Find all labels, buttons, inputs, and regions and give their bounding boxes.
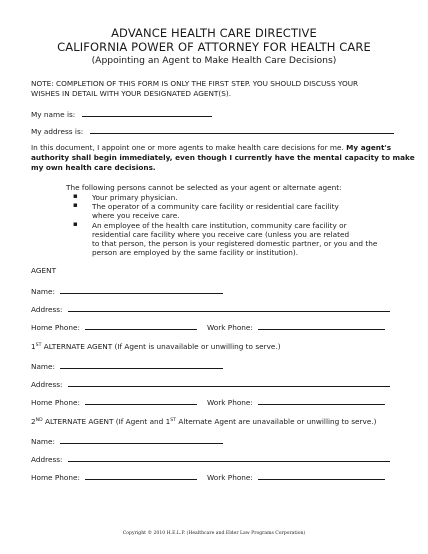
form-title-line1: ADVANCE HEALTH CARE DIRECTIVE	[111, 26, 317, 40]
restriction-item-3-line3: to that person, the person is your registered domestic partner, or you and the	[92, 239, 378, 248]
alternate2-address-field[interactable]	[68, 454, 390, 462]
my-name-row	[31, 109, 212, 120]
appointment-line2: authority shall begin immediately, even though I currently have the mental capacity to make	[31, 153, 415, 162]
alternate1-work-phone-label: Work Phone:	[207, 398, 253, 407]
alternate1-home-phone-row	[31, 397, 197, 408]
alternate1-sup: ST	[35, 343, 42, 348]
appointment-text: In this document, I appoint one or more agents to make health care decisions for me.	[31, 143, 344, 152]
alternate2-name-label: Name:	[31, 437, 55, 446]
alternate2-work-phone-label: Work Phone:	[207, 473, 253, 482]
appointment-line3: my own health care decisions.	[31, 163, 156, 172]
bullet-icon: ▪	[73, 192, 78, 200]
alternate2-address-row	[31, 454, 390, 465]
bullet-icon: ▪	[73, 201, 78, 209]
bullet-icon: ▪	[73, 220, 78, 228]
agent-work-phone-label: Work Phone:	[207, 323, 253, 332]
restriction-item-2-line2: where you receive care.	[92, 211, 180, 220]
form-subtitle: (Appointing an Agent to Make Health Care Decisions)	[91, 55, 337, 66]
alternate2-heading-text: Alternate Agent are unavailable or unwilling to serve.)	[176, 417, 377, 426]
agent-name-label: Name:	[31, 287, 55, 296]
alternate1-home-phone-label: Home Phone:	[31, 398, 80, 407]
agent-address-field[interactable]	[68, 304, 390, 312]
form-title-line2: CALIFORNIA POWER OF ATTORNEY FOR HEALTH CARE	[57, 40, 371, 54]
alternate2-heading-mid: ALTERNATE AGENT (If Agent and 1	[42, 417, 171, 426]
alternate2-sup: ND	[35, 418, 43, 423]
agent-work-phone-row	[207, 322, 385, 333]
agent-home-phone-label: Home Phone:	[31, 323, 80, 332]
alternate1-work-phone-row	[207, 397, 385, 408]
alternate1-address-field[interactable]	[68, 379, 390, 387]
alternate2-work-phone-row	[207, 472, 385, 483]
alternate2-work-phone-field[interactable]	[258, 472, 385, 480]
alternate2-home-phone-label: Home Phone:	[31, 473, 80, 482]
my-address-row	[31, 126, 394, 137]
alternate1-home-phone-field[interactable]	[85, 397, 197, 405]
alternate2-name-field[interactable]	[60, 436, 223, 444]
alternate2-name-row	[31, 436, 223, 447]
my-address-field[interactable]	[90, 126, 394, 134]
my-name-label: My name is:	[31, 110, 76, 119]
my-address-label: My address is:	[31, 127, 84, 136]
restriction-item-3-line1: An employee of the health care institution, community care facility or	[92, 221, 347, 230]
alternate1-num: 1	[31, 342, 36, 351]
agent-name-row	[31, 286, 223, 297]
alternate2-heading	[31, 416, 376, 427]
alternate2-address-label: Address:	[31, 455, 63, 464]
alternate1-address-label: Address:	[31, 380, 63, 389]
copyright-footer: Copyright © 2010 H.E.L.P. (Healthcare and Elder Law Programs Corporation)	[122, 531, 306, 536]
appointment-bold-text: My agent's	[346, 143, 392, 152]
restriction-item-3-line2: residential care facility where you receive care (unless you are related	[92, 230, 350, 239]
alternate1-name-field[interactable]	[60, 361, 223, 369]
alternate2-num: 2	[31, 417, 36, 426]
restriction-item-2-line1: The operator of a community care facility or residential care facility	[92, 202, 339, 211]
agent-name-field[interactable]	[60, 286, 223, 294]
alternate1-address-row	[31, 379, 390, 390]
alternate1-work-phone-field[interactable]	[258, 397, 385, 405]
note-line1: NOTE: COMPLETION OF THIS FORM IS ONLY THE FIRST STEP. YOU SHOULD DISCUSS YOUR	[31, 79, 359, 88]
agent-heading: AGENT	[31, 266, 57, 275]
agent-work-phone-field[interactable]	[258, 322, 385, 330]
my-name-field[interactable]	[82, 109, 212, 117]
alternate1-heading	[31, 341, 281, 352]
alternate1-heading-text: ALTERNATE AGENT (If Agent is unavailable or unwilling to serve.)	[41, 342, 281, 351]
agent-home-phone-row	[31, 322, 197, 333]
appointment-line1	[31, 143, 391, 153]
alternate1-name-label: Name:	[31, 362, 55, 371]
agent-address-row	[31, 304, 390, 315]
agent-address-label: Address:	[31, 305, 63, 314]
alternate2-sup2: ST	[170, 418, 177, 423]
restriction-item-1: Your primary physician.	[92, 193, 178, 202]
note-line2: WISHES IN DETAIL WITH YOUR DESIGNATED AGENT(S).	[31, 89, 232, 98]
restriction-item-3-line4: person are employed by the same facility or institution).	[92, 248, 299, 257]
alternate1-name-row	[31, 361, 223, 372]
agent-home-phone-field[interactable]	[85, 322, 197, 330]
alternate2-home-phone-row	[31, 472, 197, 483]
alternate2-home-phone-field[interactable]	[85, 472, 197, 480]
restrictions-intro: The following persons cannot be selected as your agent or alternate agent:	[66, 183, 342, 192]
